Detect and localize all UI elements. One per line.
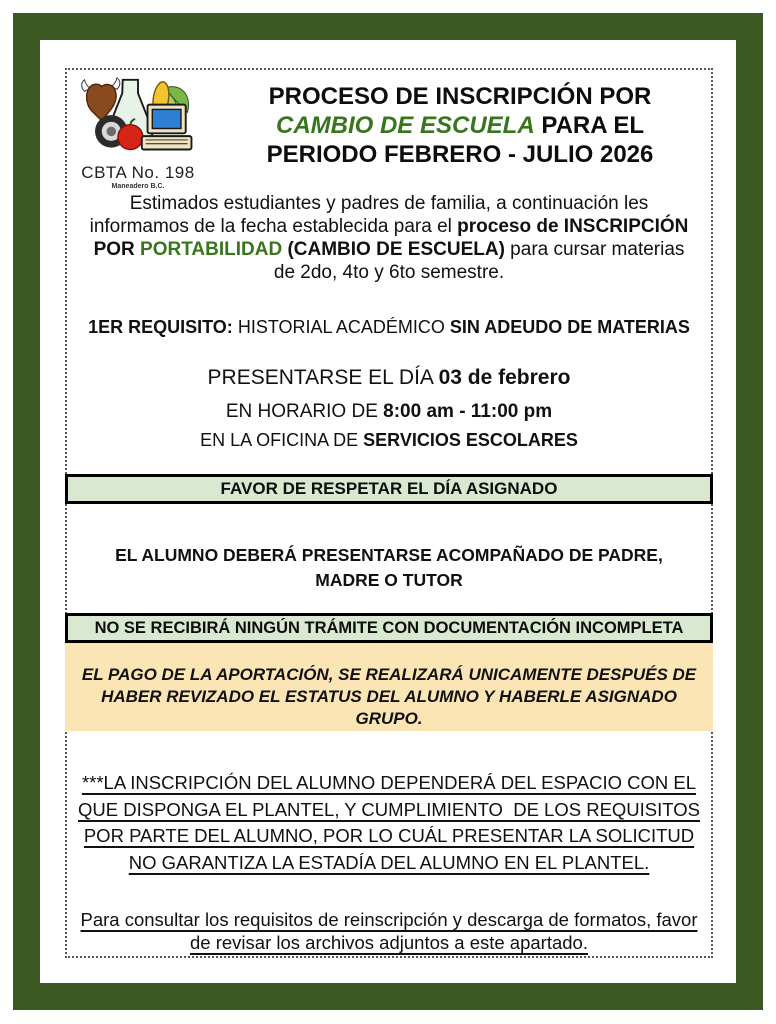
accompany-line: EL ALUMNO DEBERÁ PRESENTARSE ACOMPAÑADO DE PADRE, bbox=[115, 545, 663, 565]
intro-portabilidad: PORTABILIDAD bbox=[140, 239, 283, 260]
banner-respect-day: FAVOR DE RESPETAR EL DÍA ASIGNADO bbox=[65, 474, 713, 504]
disclaimer-line: QUE DISPONGA EL PLANTEL, Y CUMPLIMIENTO DE LOS REQUISITOS bbox=[78, 798, 700, 820]
attachments-note-line: Para consultar los requisitos de reinscripción y descarga de formatos, favor bbox=[80, 909, 698, 930]
payment-line: GRUPO. bbox=[355, 709, 423, 728]
space-disclaimer bbox=[67, 770, 711, 876]
accompany-line: MADRE O TUTOR bbox=[315, 570, 463, 590]
title-line-2: CAMBIO DE ESCUELA PARA EL bbox=[275, 112, 645, 139]
computer-icon bbox=[142, 105, 192, 150]
schedule-time-line: EN HORARIO DE 8:00 am - 11:00 pm bbox=[225, 401, 553, 422]
logo-name: CBTA No. 198 bbox=[81, 163, 195, 182]
requirement-label: 1ER REQUISITO: bbox=[88, 317, 233, 337]
school-logo bbox=[67, 72, 209, 190]
disclaimer-line: NO GARANTIZA LA ESTADÍA DEL ALUMNO EN EL PLANTEL. bbox=[128, 851, 650, 873]
header bbox=[67, 72, 711, 190]
disclaimer-line: ***LA INSCRIPCIÓN DEL ALUMNO DEPENDERÁ DEL ESPACIO CON EL bbox=[81, 772, 697, 793]
school-emblem-icon bbox=[72, 76, 204, 160]
title-highlight: CAMBIO DE ESCUELA bbox=[275, 112, 535, 139]
green-frame bbox=[13, 13, 763, 1010]
content-box bbox=[65, 68, 713, 958]
schedule-date-value: 03 de febrero bbox=[438, 366, 571, 389]
intro-paragraph: Estimados estudiantes y padres de familia, a continuación les informamos de la fecha establecida para el proceso de INSCRIPCIÓN POR PORTABILIDAD (CAMBIO DE ESCUELA) para cursar materias de 2do, 4to y 6to semestre. bbox=[89, 193, 689, 283]
attachments-note-line: de revisar los archivos adjuntos a este apartado. bbox=[190, 932, 588, 953]
title-line-3: PERIODO FEBRERO - JULIO 2026 bbox=[266, 141, 654, 168]
banner-incomplete-docs: NO SE RECIBIRÁ NINGÚN TRÁMITE CON DOCUMENTACIÓN INCOMPLETA bbox=[65, 613, 713, 643]
payment-line: EL PAGO DE LA APORTACIÓN, SE REALIZARÁ UNICAMENTE DESPUÉS DE bbox=[81, 665, 697, 684]
intro-bold: proceso de INSCRIPCIÓN POR bbox=[93, 216, 689, 260]
payment-notice bbox=[65, 643, 713, 731]
attachments-note bbox=[67, 908, 711, 954]
schedule-place-line: EN LA OFICINA DE SERVICIOS ESCOLARES bbox=[200, 430, 578, 450]
disclaimer-line: POR PARTE DEL ALUMNO, POR LO CUÁL PRESENTAR LA SOLICITUD bbox=[83, 825, 695, 846]
schedule-date-line: PRESENTARSE EL DÍA 03 de febrero bbox=[207, 366, 571, 389]
page-title bbox=[209, 72, 711, 190]
title-line-1: PROCESO DE INSCRIPCIÓN POR bbox=[268, 83, 652, 110]
accompany-notice bbox=[67, 543, 711, 593]
logo-location: Maneadero B.C. bbox=[111, 183, 165, 190]
payment-line: HABER REVIZADO EL ESTATUS DEL ALUMNO Y HABERLE ASIGNADO bbox=[101, 687, 677, 706]
schedule-time-value: 8:00 am - 11:00 pm bbox=[383, 401, 553, 422]
schedule-place-value: SERVICIOS ESCOLARES bbox=[363, 430, 578, 450]
first-requirement: 1ER REQUISITO: HISTORIAL ACADÉMICO SIN ADEUDO DE MATERIAS bbox=[88, 317, 690, 337]
